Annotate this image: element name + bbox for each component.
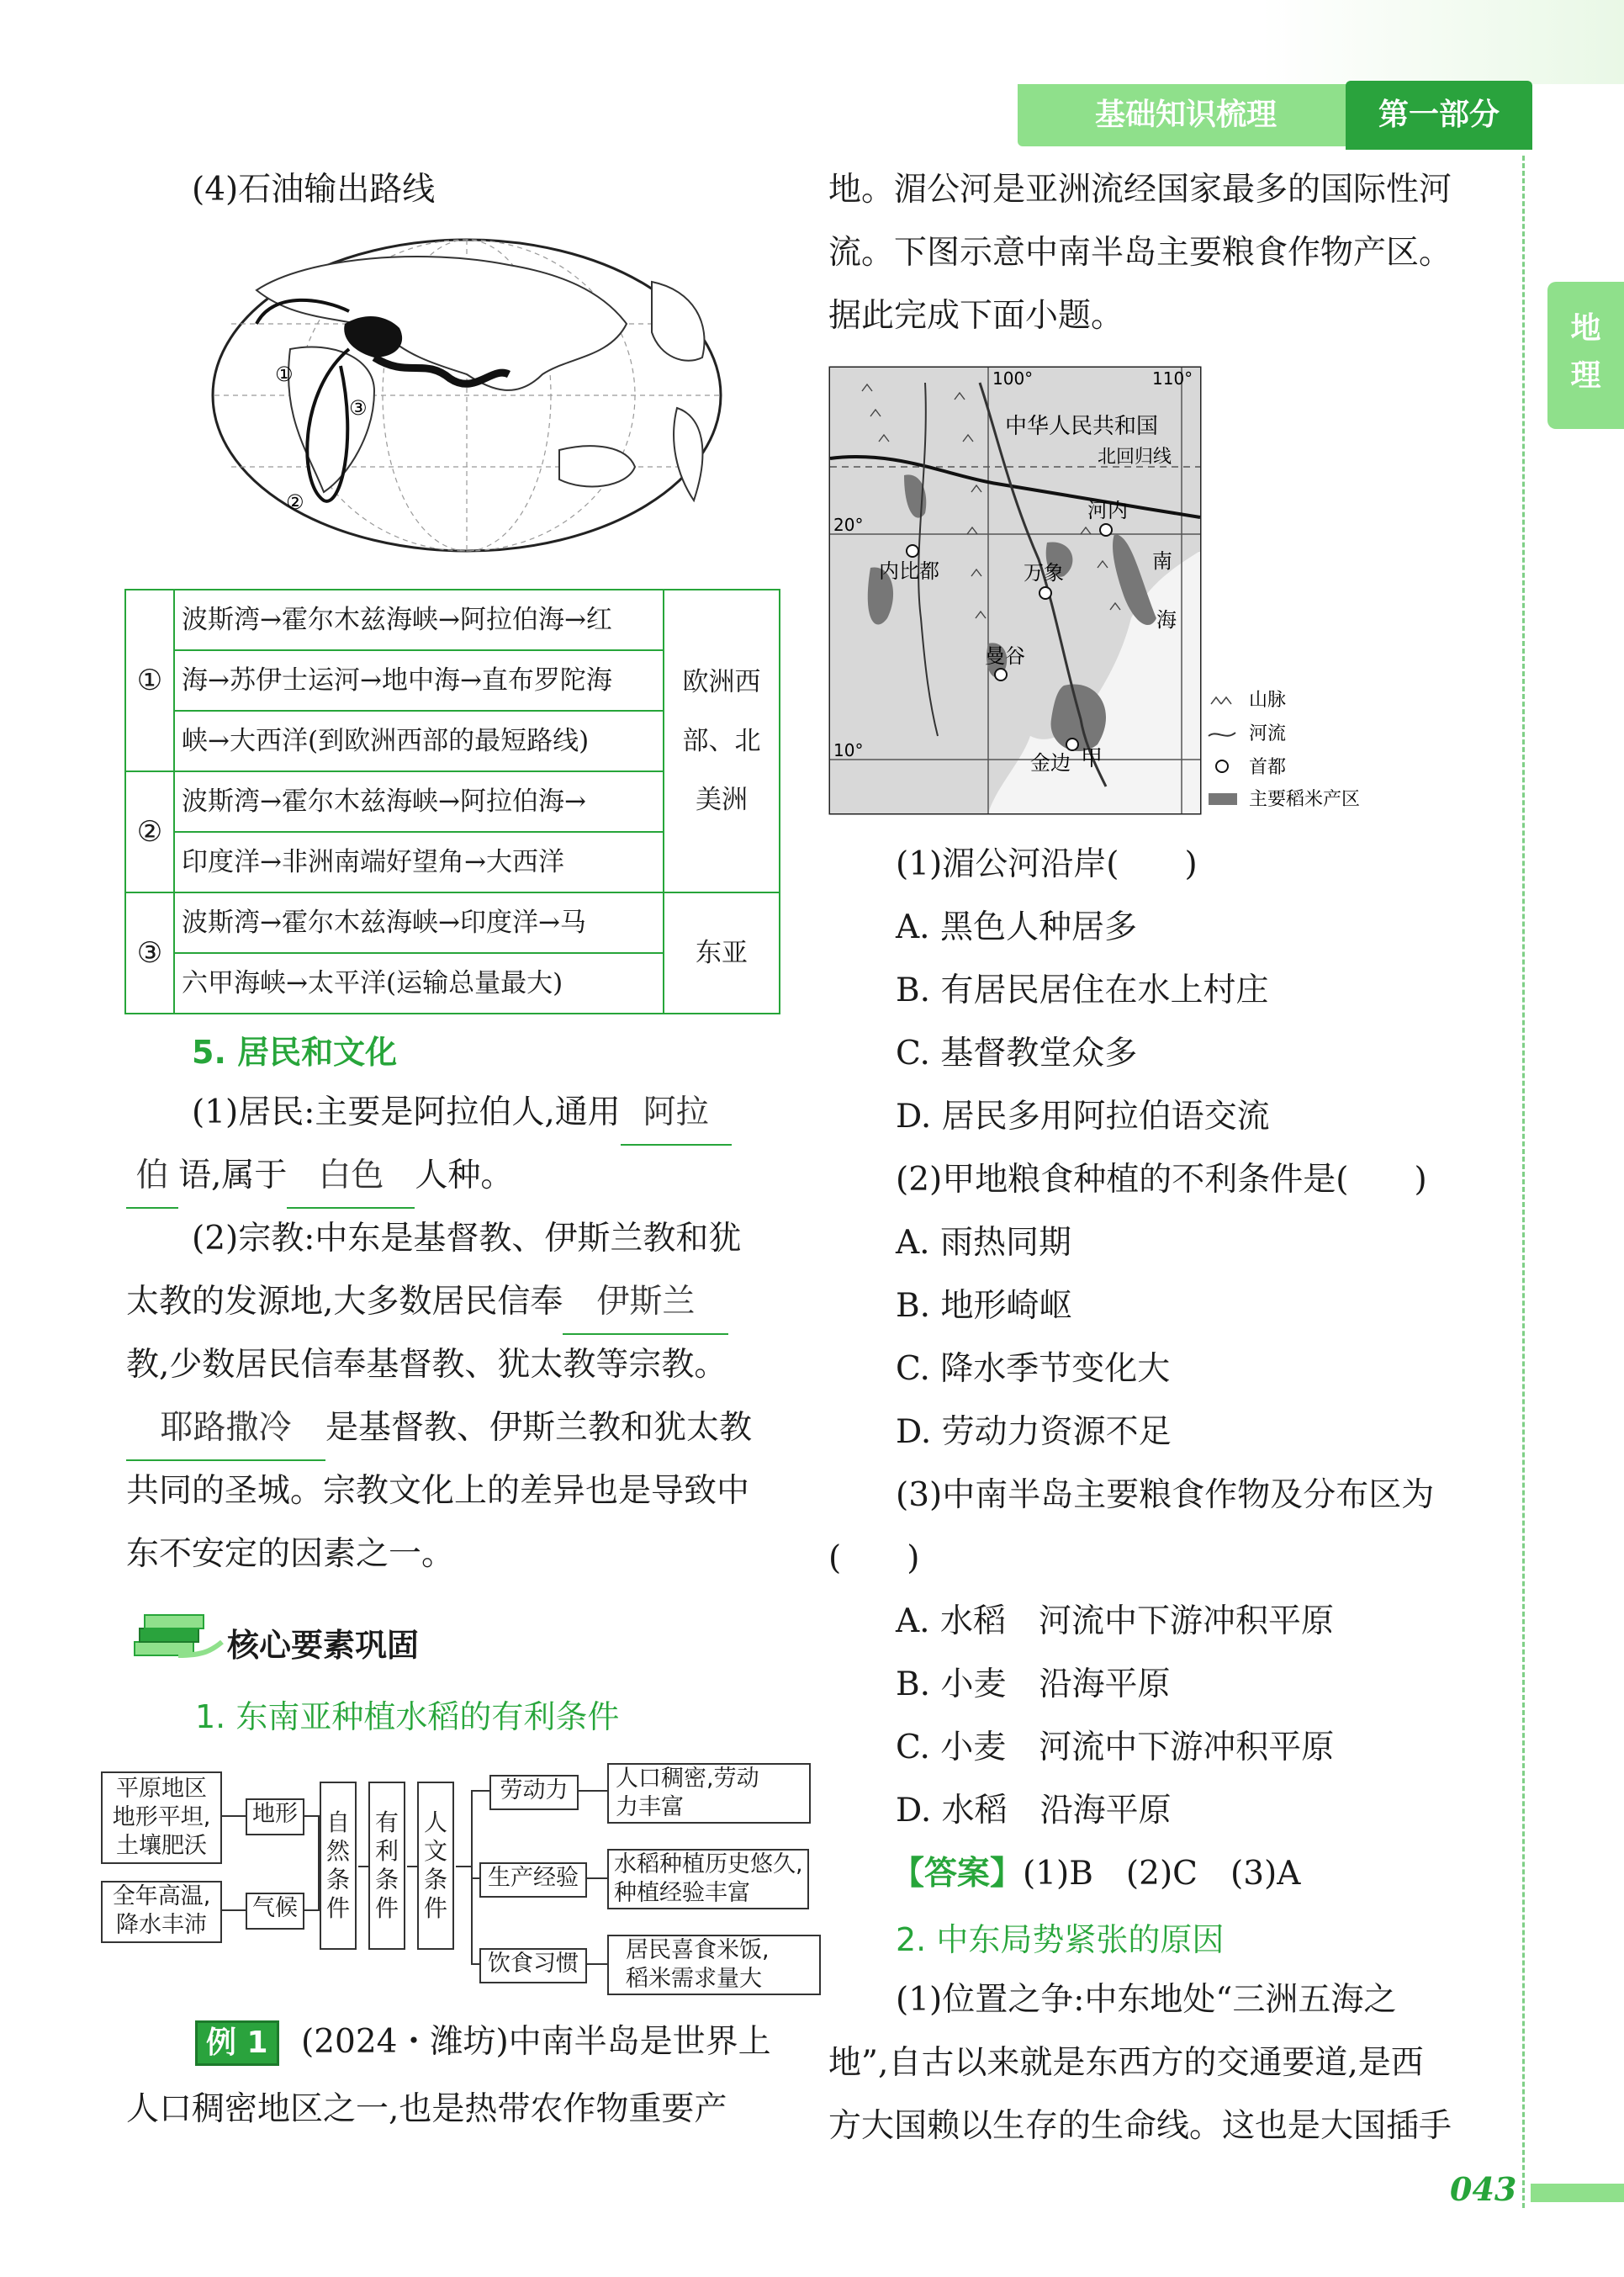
route-destination <box>664 590 780 892</box>
diagram-text: 件 <box>325 1894 350 1922</box>
religion-line-2 <box>126 1270 728 1335</box>
question-3-option-c: C. 小麦 河流中下游冲积平原 <box>896 1729 1335 1766</box>
religion-line-3: 教,少数居民信奉基督教、犹太教等宗教。 <box>126 1346 727 1384</box>
question-1-option-c: C. 基督教堂众多 <box>896 1035 1138 1072</box>
question-2-option-d: D. 劳动力资源不足 <box>896 1413 1172 1451</box>
route-desc-line: 波斯湾→霍尔木兹海峡→阿拉伯海→红 <box>174 590 664 650</box>
question-1-stem: (1)湄公河沿岸( ) <box>896 845 1198 883</box>
route-number: ① <box>125 590 174 771</box>
mark-jia: 甲 <box>1081 746 1103 771</box>
question-1-option-a: A. 黑色人种居多 <box>896 908 1137 946</box>
question-1-option-b: B. 有居民居住在水上村庄 <box>896 972 1269 1009</box>
route-desc-line: 海→苏伊士运河→地中海→直布罗陀海 <box>174 650 664 711</box>
city-phnom-penh: 金边 <box>1030 751 1071 775</box>
connector <box>220 1815 246 1817</box>
diagram-text: 人口稠密,劳动 <box>616 1766 759 1792</box>
diagram-text: 条 <box>423 1866 447 1893</box>
fill-blank: 白色 <box>287 1144 415 1209</box>
route-number: ③ <box>125 892 174 1014</box>
diagram-text: 居民喜食米饭, <box>626 1937 770 1963</box>
residents-line-2 <box>126 1144 513 1209</box>
route-desc-line: 六甲海峡→太平洋(运输总量最大) <box>174 953 664 1014</box>
mideast-line-2: 地”,自古以来就是东西方的交通要道,是西 <box>828 2044 1424 2082</box>
religion-line-5: 共同的圣城。宗教文化上的差异也是导致中 <box>126 1472 750 1510</box>
fill-blank: 阿拉 <box>621 1081 732 1146</box>
residents-line-1 <box>192 1081 732 1146</box>
text: 人种。 <box>415 1157 514 1194</box>
books-icon <box>128 1608 225 1667</box>
lon-label-100: 100° <box>992 368 1034 389</box>
connector <box>358 1866 368 1867</box>
connector <box>577 1790 607 1792</box>
answer-text: (1)B (2)C (3)A <box>1023 1855 1301 1893</box>
text: (2024・潍坊)中南半岛是世界上 <box>301 2023 771 2061</box>
fill-blank: 伊斯兰 <box>563 1270 728 1335</box>
route-desc-line: 印度洋→非洲南端好望角→大西洋 <box>174 832 664 892</box>
human-conditions-box <box>417 1782 454 1950</box>
diagram-text: 种植经验丰富 <box>614 1880 750 1906</box>
legend-capital: 首都 <box>1249 757 1287 778</box>
question-3-stem-cont: ( ) <box>828 1539 920 1577</box>
page-number-bar <box>1531 2184 1624 2202</box>
connector <box>471 1790 489 1792</box>
oil-route-title: (4)石油输出路线 <box>192 171 436 209</box>
china-label: 中华人民共和国 <box>1005 414 1159 439</box>
example-tag: 例 1 <box>195 2020 279 2066</box>
legend-river: 河流 <box>1249 723 1287 744</box>
climate-desc-box <box>101 1881 222 1943</box>
tropic-label: 北回归线 <box>1098 447 1172 468</box>
part-title: 第一部分 <box>1378 98 1500 132</box>
route-desc-line: 波斯湾→霍尔木兹海峡→阿拉伯海→ <box>174 771 664 832</box>
route-label-2: ② <box>286 490 304 514</box>
fill-blank: 伯 <box>126 1144 178 1209</box>
text: 是基督教、伊斯兰教和犹太教 <box>325 1409 753 1447</box>
labor-box: 劳动力 <box>489 1775 579 1810</box>
margin-dashed-line <box>1522 156 1525 2208</box>
section-banner <box>1018 84 1354 146</box>
indochina-map <box>828 366 1383 820</box>
lat-label-20: 20° <box>833 515 864 535</box>
sea-label-nan: 南 <box>1152 549 1172 573</box>
route-label-3: ③ <box>349 396 368 420</box>
diet-box: 饮食习惯 <box>479 1948 587 1983</box>
table-row <box>125 590 780 650</box>
experience-desc-box <box>607 1849 809 1909</box>
capital-marker <box>1039 587 1051 599</box>
diagram-text: 条 <box>374 1866 399 1893</box>
route-label-1: ① <box>275 363 294 386</box>
table-row <box>125 892 780 953</box>
diagram-text: 地形平坦, <box>112 1804 211 1830</box>
section-title: 基础知识梳理 <box>1094 98 1277 132</box>
subject-tab-char-1: 地 <box>1570 311 1601 346</box>
question-2-stem: (2)甲地粮食种植的不利条件是( ) <box>896 1161 1427 1199</box>
diagram-text: 全年高温, <box>112 1883 211 1909</box>
connector <box>585 1877 607 1879</box>
mideast-line-3: 方大国赖以生存的生命线。这也是大国插手 <box>828 2107 1452 2145</box>
religion-line-6: 东不安定的因素之一。 <box>126 1535 455 1573</box>
example-line-2: 人口稠密地区之一,也是热带农作物重要产 <box>126 2090 727 2128</box>
destination-line: 欧洲西 <box>682 667 761 697</box>
diagram-text: 件 <box>423 1894 447 1922</box>
legend-river-icon <box>1209 733 1235 736</box>
diagram-text: 降水丰沛 <box>116 1912 207 1938</box>
route-destination: 东亚 <box>664 892 780 1014</box>
question-2-option-c: C. 降水季节变化大 <box>896 1350 1171 1388</box>
lat-label-10: 10° <box>833 740 864 760</box>
diagram-text: 人 <box>423 1808 447 1836</box>
diagram-text: 然 <box>325 1837 350 1865</box>
city-naypyidaw: 内比都 <box>879 559 939 583</box>
intro-line-1: 地。湄公河是亚洲流经国家最多的国际性河 <box>828 171 1452 209</box>
world-oil-route-map <box>206 231 727 559</box>
diagram-text: 文 <box>423 1837 447 1865</box>
intro-line-2: 流。下图示意中南半岛主要粮食作物产区。 <box>828 234 1452 272</box>
capital-marker <box>1066 739 1078 750</box>
text: 太教的发源地,大多数居民信奉 <box>126 1283 563 1321</box>
capital-marker <box>995 669 1007 680</box>
oil-route-table <box>124 589 780 1014</box>
natural-conditions-box <box>320 1782 357 1950</box>
route-desc-line: 峡→大西洋(到欧洲西部的最短路线) <box>174 711 664 771</box>
experience-box: 生产经验 <box>479 1862 587 1898</box>
intro-line-3: 据此完成下面小题。 <box>828 297 1124 335</box>
connector <box>471 1790 473 1963</box>
question-3-option-d: D. 水稻 沿海平原 <box>896 1792 1172 1830</box>
answer-tag: 【答案】 <box>891 1854 1024 1893</box>
route-desc-line: 波斯湾→霍尔木兹海峡→印度洋→马 <box>174 892 664 953</box>
example-line-1 <box>195 2010 771 2073</box>
part-banner <box>1346 81 1532 150</box>
subject-tab-char-2: 理 <box>1570 358 1601 393</box>
page-number: 043 <box>1450 2170 1517 2208</box>
legend-capital-icon <box>1216 760 1228 772</box>
religion-line-1: (2)宗教:中东是基督教、伊斯兰教和犹 <box>192 1220 742 1258</box>
climate-box: 气候 <box>246 1893 304 1930</box>
route-number: ② <box>125 771 174 892</box>
terrain-box: 地形 <box>246 1798 304 1835</box>
question-3-option-a: A. 水稻 河流中下游冲积平原 <box>896 1602 1334 1640</box>
answer-line <box>891 1842 1300 1905</box>
diagram-text: 件 <box>374 1894 399 1922</box>
question-3-option-b: B. 小麦 沿海平原 <box>896 1665 1171 1703</box>
core-heading: 核心要素巩固 <box>227 1627 420 1664</box>
diagram-text: 土壤肥沃 <box>116 1833 207 1859</box>
text: (1)居民:主要是阿拉伯人,通用 <box>192 1093 621 1131</box>
map-legend <box>1209 690 1360 810</box>
diet-desc-box <box>607 1935 821 1995</box>
rice-heading: 1. 东南亚种植水稻的有利条件 <box>195 1698 620 1735</box>
diagram-text: 自 <box>325 1808 350 1836</box>
connector <box>407 1866 417 1867</box>
destination-line: 美洲 <box>696 785 748 815</box>
diagram-text: 力丰富 <box>616 1794 684 1820</box>
legend-mountain-icon <box>1211 697 1231 704</box>
lon-label-110: 110° <box>1152 368 1193 389</box>
legend-mountain: 山脉 <box>1249 690 1287 711</box>
city-hanoi: 河内 <box>1087 499 1128 522</box>
city-bangkok: 曼谷 <box>985 644 1025 668</box>
mideast-heading: 2. 中东局势紧张的原因 <box>896 1921 1225 1958</box>
connector <box>303 1909 320 1911</box>
connector <box>220 1909 246 1911</box>
question-3-stem: (3)中南半岛主要粮食作物及分布区为 <box>896 1476 1435 1514</box>
fill-blank: 耶路撒冷 <box>126 1396 325 1461</box>
sea-label-hai: 海 <box>1156 608 1177 632</box>
city-vientiane: 万象 <box>1024 561 1064 585</box>
question-2-option-b: B. 地形崎岖 <box>896 1287 1072 1325</box>
header-decoration <box>1262 0 1624 84</box>
religion-line-4 <box>126 1396 752 1461</box>
residents-heading: 5. 居民和文化 <box>192 1034 398 1071</box>
terrain-desc-box <box>101 1771 222 1864</box>
labor-desc-box <box>607 1763 811 1824</box>
diagram-text: 平原地区 <box>116 1776 207 1802</box>
favorable-conditions-box <box>368 1782 405 1950</box>
connector <box>303 1815 320 1817</box>
diagram-text: 水稻种植历史悠久, <box>614 1851 803 1877</box>
connector <box>456 1866 473 1867</box>
capital-marker <box>907 545 918 557</box>
legend-rice-icon <box>1209 793 1237 805</box>
legend-rice: 主要稻米产区 <box>1249 789 1361 810</box>
question-1-option-d: D. 居民多用阿拉伯语交流 <box>896 1098 1270 1136</box>
destination-line: 部、北 <box>682 726 761 756</box>
diagram-text: 稻米需求量大 <box>626 1966 762 1992</box>
question-2-option-a: A. 雨热同期 <box>896 1224 1071 1262</box>
diagram-text: 条 <box>325 1866 350 1893</box>
diagram-text: 利 <box>374 1837 399 1865</box>
connector <box>585 1963 607 1965</box>
text: 语,属于 <box>178 1157 288 1194</box>
mideast-line-1: (1)位置之争:中东地处“三洲五海之 <box>896 1981 1397 2019</box>
subject-tab <box>1547 282 1624 429</box>
diagram-text: 有 <box>374 1808 399 1836</box>
capital-marker <box>1100 524 1112 536</box>
